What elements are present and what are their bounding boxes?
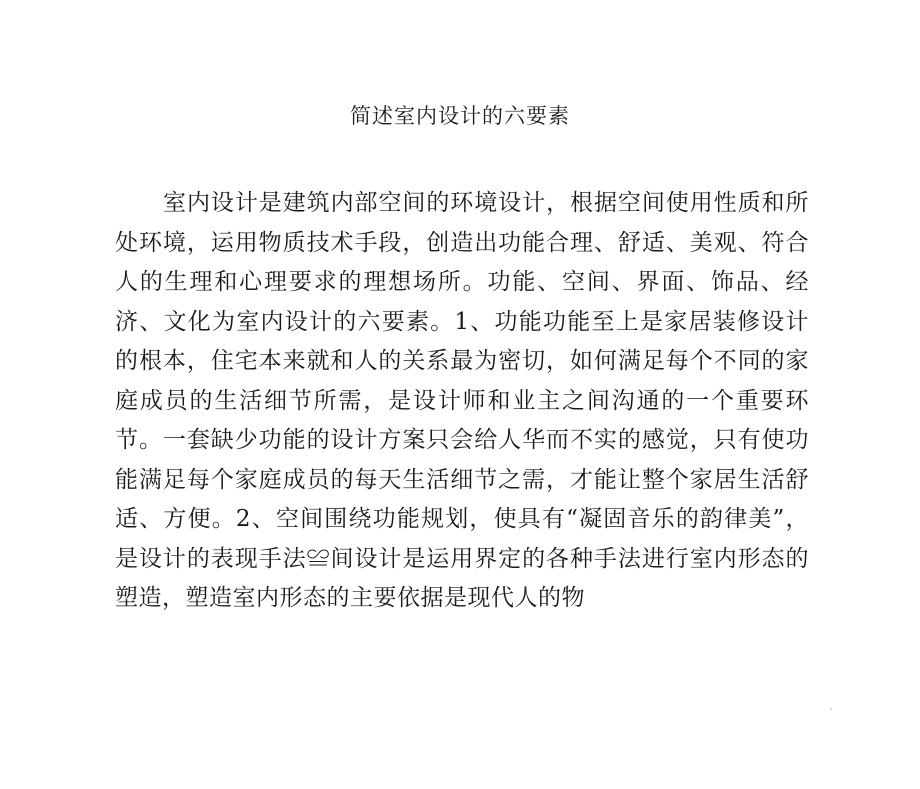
document-body-paragraph: 室内设计是建筑内部空间的环境设计，根据空间使用性质和所处环境，运用物质技术手段，创造出功能合理、舒适、美观、符合人的生理和心理要求的理想场所。功能、空间、界面、饰品、经济、文化为室内设计的六要素。1、功能功能至上是家居装修设计的根本，住宅本来就和人的关系最为密切，如何满足每个不同的家庭成员的生活细节所需，是设计师和业主之间沟通的一个重要环节。一套缺少功能的设计方案只会给人华而不实的感觉，只有使功能满足每个家庭成员的每天生活细节之需，才能让整个家居生活舒适、方便。2、空间围绕功能规划，使具有“凝固音乐的韵律美”，是设计的表现手法≌间设计是运用界定的各种手法进行室内形态的塑造，塑造室内形态的主要依据是现代人的物 bbox=[115, 190, 809, 611]
page-speck bbox=[830, 708, 832, 710]
document-title: 简述室内设计的六要素 bbox=[350, 104, 570, 128]
